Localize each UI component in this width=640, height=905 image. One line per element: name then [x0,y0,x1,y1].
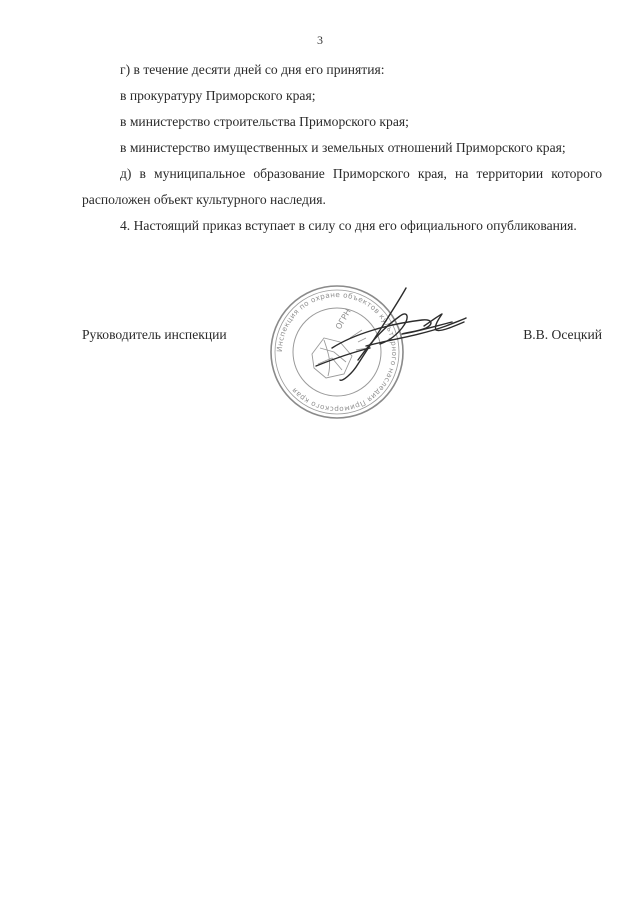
page-number: 3 [317,33,323,47]
paragraph-item-d: д) в муниципальное образование Приморского края, на территории которого расположен объект культурного наследия. [82,166,602,207]
paragraph-item-g: г) в течение десяти дней со дня его принятия: [120,62,385,77]
paragraph-ministry-construction: в министерство строительства Приморского края; [120,114,409,129]
paragraph-ministry-property: в министерство имущественных и земельных отношений Приморского края; [120,140,566,155]
signer-title: Руководитель инспекции [82,327,227,342]
document-body [82,57,602,239]
seal-ring-text: Инспекция по охране объектов культурного наследия Приморского края [274,289,400,415]
paragraph-item-4: 4. Настоящий приказ вступает в силу со дня его официального опубликования. [120,218,577,233]
paragraph-prosecutor: в прокуратуру Приморского края; [120,88,316,103]
signer-name: В.В. Осецкий [523,327,602,342]
handwritten-signature-icon [296,286,476,386]
seal-inner-text: ОГРН [333,307,353,331]
